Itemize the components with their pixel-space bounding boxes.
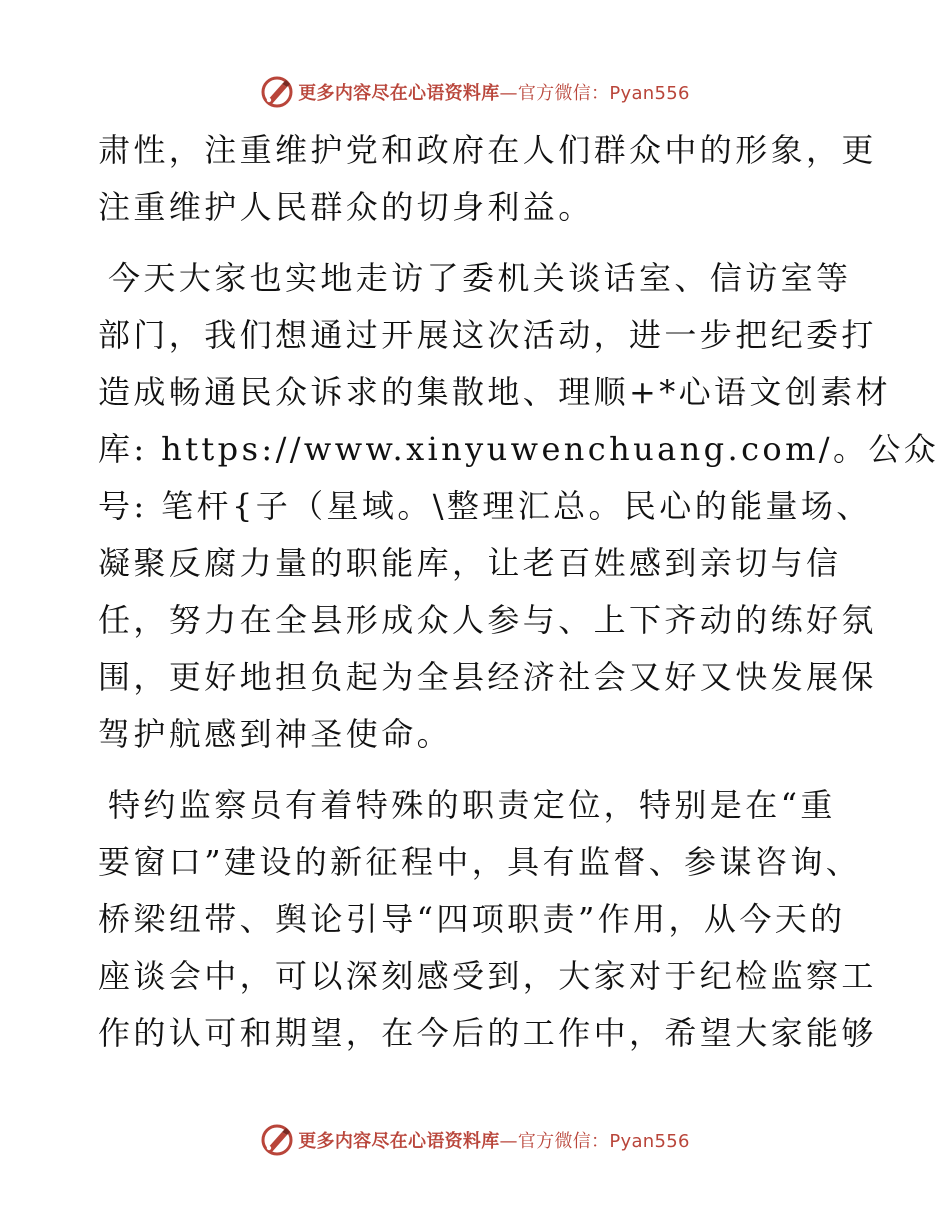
document-body (98, 122, 940, 1076)
text-line: 今天大家也实地走访了委机关谈话室、信访室等 (108, 259, 852, 297)
text-line: 任，努力在全县形成众人参与、上下齐动的练好氛 (98, 601, 877, 639)
header-separator: — (499, 83, 518, 104)
footer-wechat-id: Pyan556 (609, 1131, 690, 1152)
header-wechat-label: 官方微信： (517, 83, 610, 104)
text-line: 特约监察员有着特殊的职责定位，特别是在“重 (108, 786, 836, 824)
text-line: 肃性，注重维护党和政府在人们群众中的形象，更 (98, 131, 877, 169)
pen-logo-icon (260, 75, 294, 109)
text-line: 凝聚反腐力量的职能库，让老百姓感到亲切与信 (98, 544, 842, 582)
text-line: 部门，我们想通过开展这次活动，进一步把纪委打 (98, 316, 877, 354)
text-line: 注重维护人民群众的切身利益。 (98, 188, 594, 226)
text-line: 库: https://www.xinyuwenchuang.com/。公众 (98, 430, 940, 468)
text-line: 座谈会中，可以深刻感受到，大家对于纪检监察工 (98, 957, 877, 995)
footer-wechat-label: 官方微信： (517, 1131, 610, 1152)
text-line: 桥梁纽带、舆论引导“四项职责”作用，从今天的 (98, 900, 846, 938)
header-banner (0, 72, 950, 112)
header-wechat-id: Pyan556 (609, 83, 690, 104)
paragraph-2 (98, 250, 940, 763)
footer-banner-text (298, 1127, 690, 1153)
text-line: 号: 笔杆{子（星域。\整理汇总。民心的能量场、 (98, 487, 872, 525)
text-line: 要窗口”建设的新征程中，具有监督、参谋咨询、 (98, 843, 862, 881)
text-line: 作的认可和期望，在今后的工作中，希望大家能够 (98, 1014, 877, 1052)
header-brand: 更多内容尽在心语资料库 (298, 83, 500, 104)
text-line: 驾护航感到神圣使命。 (98, 715, 453, 753)
pen-logo-icon (260, 1123, 294, 1157)
header-banner-text (298, 79, 690, 105)
footer-separator: — (499, 1131, 518, 1152)
text-line: 造成畅通民众诉求的集散地、理顺+*心语文创素材 (98, 373, 892, 411)
text-line: 围，更好地担负起为全县经济社会又好又快发展保 (98, 658, 877, 696)
paragraph-3 (98, 777, 877, 1062)
footer-brand: 更多内容尽在心语资料库 (298, 1131, 500, 1152)
paragraph-1 (98, 122, 877, 236)
footer-banner (0, 1120, 950, 1160)
